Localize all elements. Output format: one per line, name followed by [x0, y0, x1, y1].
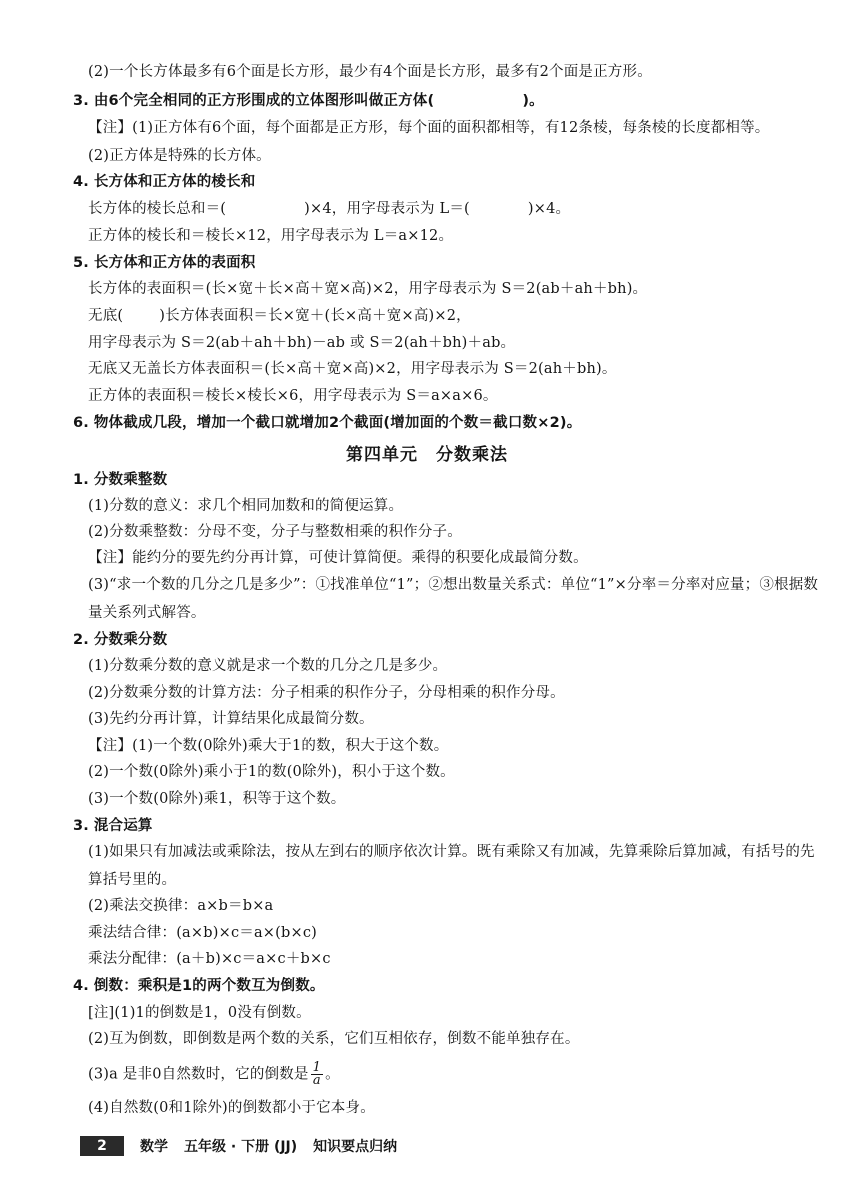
item-number: 6.	[73, 415, 89, 431]
text-line: 正方体的表面积＝棱长×棱长×6，用字母表示为 S＝a×a×6。	[88, 388, 498, 404]
fraction-numerator: 1	[312, 1060, 322, 1075]
text-segment: )×4。	[527, 201, 571, 217]
text-line: (2)乘法交换律：a×b＝b×a	[88, 898, 274, 914]
text-line: (3)先约分再计算，计算结果化成最简分数。	[88, 711, 374, 727]
unit-title: 第四单元 分数乘法	[346, 445, 508, 465]
note-line: (2)正方体是特殊的长方体。	[88, 148, 271, 164]
footer-section: 知识要点归纳	[313, 1139, 398, 1155]
item-number: 5.	[73, 255, 89, 271]
text-line: (2)分数乘分数的计算方法：分子相乘的积作分子，分母相乘的积作分母。	[88, 685, 565, 701]
text-line: 长方体的表面积＝(长×宽＋长×高＋宽×高)×2，用字母表示为 S＝2(ab＋ah＋bh)。	[88, 281, 648, 297]
section-heading: 倒数：乘积是1的两个数互为倒数。	[93, 978, 325, 994]
text-line: 物体截成几段，增加一个截口就增加2个截面(增加面的个数＝截口数×2)。	[93, 415, 582, 431]
text-line: 量关系列式解答。	[88, 605, 206, 621]
fraction-denominator: a	[312, 1073, 321, 1088]
text-line	[88, 199, 570, 219]
note-line: 【注】(1)正方体有6个面，每个面都是正方形，每个面的面积都相等，有12条棱，每条棱的长度都相等。	[88, 120, 770, 136]
item-4	[73, 172, 256, 192]
text-line: )。	[522, 93, 544, 109]
item-number: 4.	[73, 978, 89, 994]
footer-subject: 数学	[140, 1139, 168, 1155]
text-line: 用字母表示为 S＝2(ab＋ah＋bh)－ab 或 S＝2(ah＋bh)＋ab。	[88, 335, 516, 351]
item-2	[73, 630, 167, 650]
page-footer	[80, 1135, 397, 1157]
text-line: 乘法结合律：(a×b)×c＝a×(b×c)	[88, 925, 318, 941]
text-line: (1)分数乘分数的意义就是求一个数的几分之几是多少。	[88, 658, 448, 674]
text-line: 算括号里的。	[88, 872, 177, 888]
note-line: (4)自然数(0和1除外)的倒数都小于它本身。	[88, 1100, 375, 1116]
text-line	[88, 306, 471, 326]
item-3b	[73, 816, 153, 836]
text-line: (1)分数的意义：求几个相同加数和的简便运算。	[88, 498, 404, 514]
text-segment: )长方体表面积＝长×宽＋(长×高＋宽×高)×2，	[159, 308, 471, 324]
text-segment: 长方体的棱长总和＝(	[88, 201, 227, 217]
note-line	[88, 1062, 340, 1087]
item-6	[73, 413, 581, 433]
item-3	[73, 91, 544, 111]
fraction	[311, 1062, 323, 1087]
footer-grade: 五年级 · 下册 (JJ)	[184, 1139, 298, 1155]
item-number: 3.	[73, 818, 89, 834]
note-line: [注](1)1的倒数是1，0没有倒数。	[88, 1005, 311, 1021]
text-line: 无底又无盖长方体表面积＝(长×高＋宽×高)×2，用字母表示为 S＝2(ah＋bh)。	[88, 361, 617, 377]
item-4b	[73, 976, 325, 996]
text-line: 乘法分配律：(a＋b)×c＝a×c＋b×c	[88, 951, 331, 967]
item-1	[73, 470, 167, 490]
section-heading: 分数乘分数	[93, 632, 168, 648]
page-number: 2	[80, 1136, 124, 1156]
text-line: (2)分数乘整数：分母不变，分子与整数相乘的积作分子。	[88, 524, 462, 540]
section-heading: 长方体和正方体的棱长和	[93, 174, 256, 190]
text-segment: 无底(	[88, 308, 124, 324]
note-line: 【注】能约分的要先约分再计算，可使计算简便。乘得的积要化成最简分数。	[88, 550, 588, 566]
item-5	[73, 253, 256, 273]
text-segment: 。	[325, 1066, 340, 1083]
section-heading: 混合运算	[93, 818, 153, 834]
text-line: (2)一个长方体最多有6个面是长方形，最少有4个面是长方形，最多有2个面是正方形。	[88, 64, 652, 80]
text-line: 正方体的棱长和＝棱长×12，用字母表示为 L＝a×12。	[88, 228, 454, 244]
note-line: (3)一个数(0除外)乘1，积等于这个数。	[88, 791, 346, 807]
item-number: 4.	[73, 174, 89, 190]
text-line: (1)如果只有加减法或乘除法，按从左到右的顺序依次计算。既有乘除又有加减，先算乘除后算加减，有括号的先	[88, 844, 815, 860]
text-segment: (3)a 是非0自然数时，它的倒数是	[88, 1066, 309, 1083]
text-segment: )×4，用字母表示为 L＝(	[304, 201, 470, 217]
section-heading: 长方体和正方体的表面积	[93, 255, 256, 271]
item-number: 2.	[73, 632, 89, 648]
note-line: 【注】(1)一个数(0除外)乘大于1的数，积大于这个数。	[88, 738, 449, 754]
text-line: 由6个完全相同的正方形围成的立体图形叫做正方体(	[93, 93, 435, 109]
note-line: (2)互为倒数，即倒数是两个数的关系，它们互相依存，倒数不能单独存在。	[88, 1031, 580, 1047]
note-line: (2)一个数(0除外)乘小于1的数(0除外)，积小于这个数。	[88, 764, 455, 780]
section-heading: 分数乘整数	[93, 472, 168, 488]
item-number: 1.	[73, 472, 89, 488]
item-number: 3.	[73, 93, 89, 109]
text-line: (3)“求一个数的几分之几是多少”：①找准单位“1”；②想出数量关系式：单位“1”×分率＝分率对应量；③根据数	[88, 577, 819, 593]
